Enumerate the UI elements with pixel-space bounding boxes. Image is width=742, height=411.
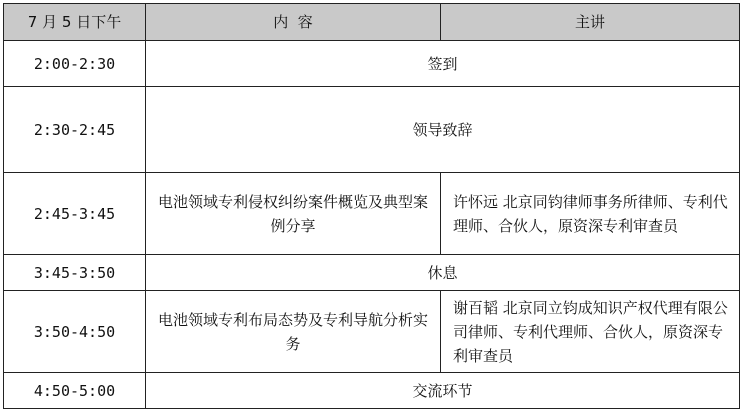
table-row — [4, 173, 740, 255]
table-row — [4, 255, 740, 291]
row-time: 3:50-4:50 — [4, 291, 146, 373]
table-header-row — [4, 4, 740, 41]
row-speaker: 谢百韬 北京同立钧成知识产权代理有限公司律师、专利代理师、合伙人，原资深专利审查员 — [441, 291, 740, 373]
row-content: 电池领域专利侵权纠纷案件概览及典型案例分享 — [146, 173, 441, 255]
row-time: 2:45-3:45 — [4, 173, 146, 255]
row-speaker: 许怀远 北京同钧律师事务所律师、专利代理师、合伙人，原资深专利审查员 — [441, 173, 740, 255]
row-time: 2:30-2:45 — [4, 87, 146, 173]
header-speaker: 主讲 — [441, 4, 740, 41]
row-content: 领导致辞 — [146, 87, 740, 173]
table-row — [4, 291, 740, 373]
table-row — [4, 87, 740, 173]
header-date: 7 月 5 日下午 — [4, 4, 146, 41]
row-content: 休息 — [146, 255, 740, 291]
row-time: 3:45-3:50 — [4, 255, 146, 291]
row-content: 交流环节 — [146, 373, 740, 409]
header-content: 内 容 — [146, 4, 441, 41]
schedule-table — [3, 3, 740, 409]
row-time: 2:00-2:30 — [4, 41, 146, 87]
row-content: 签到 — [146, 41, 740, 87]
row-time: 4:50-5:00 — [4, 373, 146, 409]
row-content: 电池领域专利布局态势及专利导航分析实务 — [146, 291, 441, 373]
table-row — [4, 373, 740, 409]
table-row — [4, 41, 740, 87]
